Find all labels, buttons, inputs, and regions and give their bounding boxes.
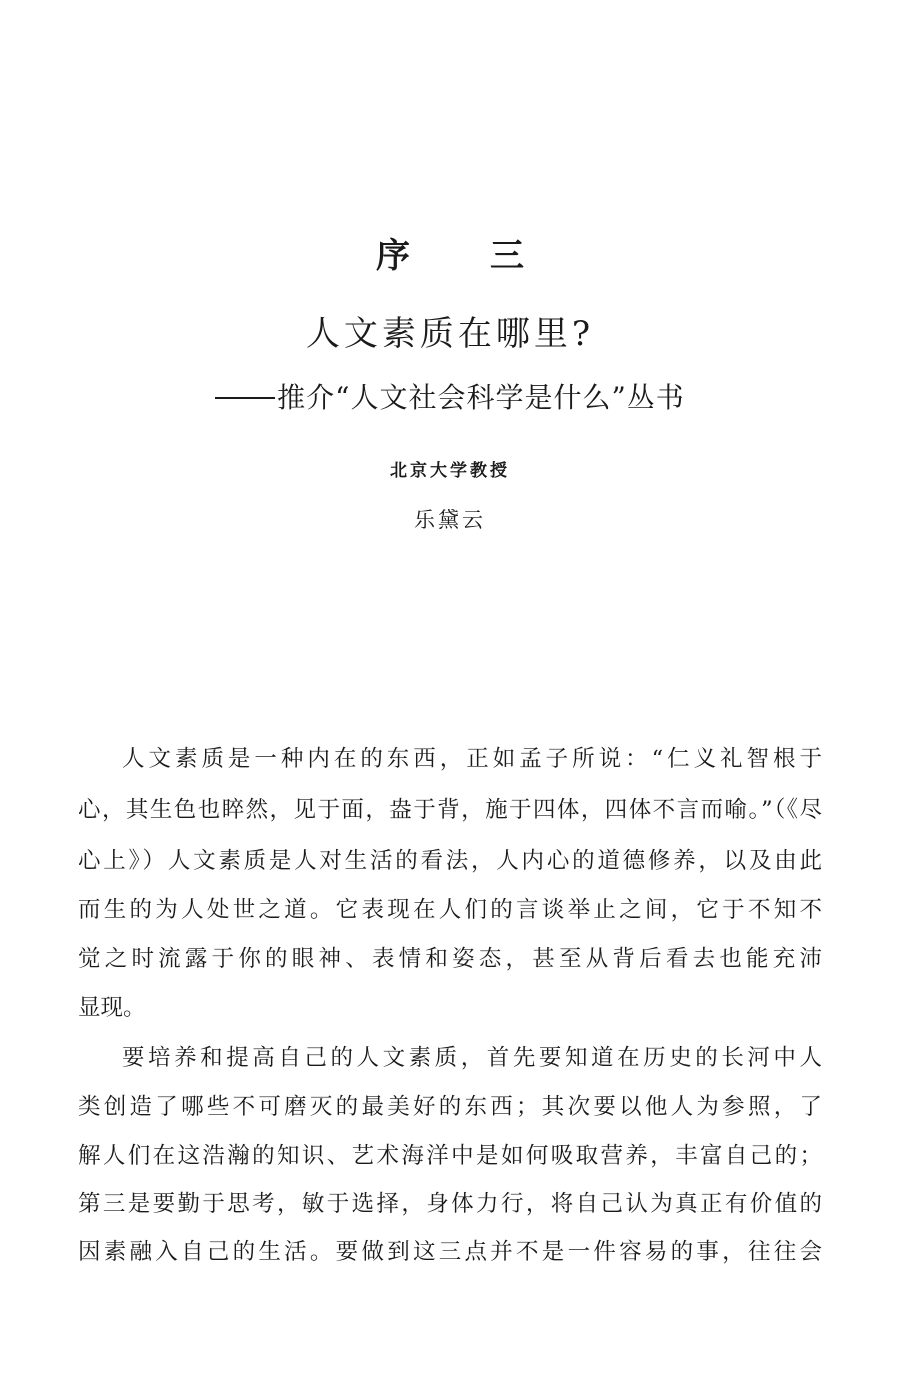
section-label: 序	[376, 236, 410, 276]
text-line: 而生的为人处世之道。它表现在人们的言谈举止之间，它于不知不	[78, 897, 822, 923]
em-dash-rule	[215, 397, 275, 399]
chapter-subtitle	[0, 376, 900, 416]
text-line: 类创造了哪些不可磨灭的最美好的东西；其次要以他人为参照，了	[78, 1094, 822, 1120]
text-line: 心上》）人文素质是人对生活的看法，人内心的道德修养，以及由此	[78, 848, 822, 874]
subtitle-text: 推介“人文社会科学是什么”丛书	[277, 381, 685, 414]
text-line: 解人们在这浩瀚的知识、艺术海洋中是如何吸取营养，丰富自己的；	[78, 1143, 822, 1169]
author-name: 乐黛云	[414, 508, 486, 532]
author-affiliation: 北京大学教授	[390, 461, 510, 481]
text-line: 人文素质是一种内在的东西，正如孟子所说：“仁义礼智根于	[122, 746, 822, 772]
section-heading	[0, 228, 900, 277]
text-line: 心，其生色也睟然，见于面，盎于背，施于四体，四体不言而喻。”（《尽	[78, 797, 822, 823]
chapter-title: 人文素质在哪里?	[305, 314, 595, 354]
text-line: 第三是要勤于思考，敏于选择，身体力行，将自己认为真正有价值的	[78, 1191, 822, 1217]
text-line: 觉之时流露于你的眼神、表情和姿态，甚至从背后看去也能充沛	[78, 946, 822, 972]
text-line: 因素融入自己的生活。要做到这三点并不是一件容易的事，往往会	[78, 1239, 822, 1265]
section-number: 三	[490, 236, 524, 276]
text-line: 显现。	[78, 995, 146, 1021]
text-line: 要培养和提高自己的人文素质，首先要知道在历史的长河中人	[122, 1045, 822, 1071]
